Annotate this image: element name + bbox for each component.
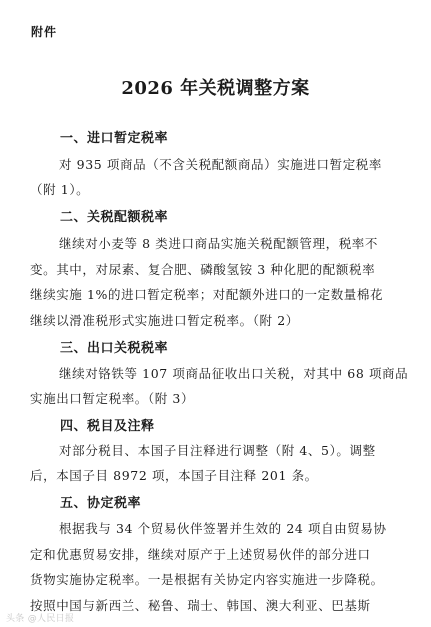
section-heading-2: 二、关税配额税率 (60, 210, 169, 225)
section-1-line-2: （附 1）。 (30, 182, 90, 197)
section-heading-1: 一、进口暂定税率 (60, 131, 169, 146)
section-4-line-2: 后，本国子目 8972 项，本国子目注释 201 条。 (30, 468, 318, 483)
section-heading-5: 五、协定税率 (60, 496, 142, 511)
section-2-line-1: 继续对小麦等 8 类进口商品实施关税配额管理，税率不 (59, 236, 379, 251)
section-heading-3: 三、出口关税税率 (60, 341, 169, 356)
section-4-line-1: 对部分税目、本国子目注释进行调整（附 4、5）。调整 (59, 443, 376, 458)
section-5-line-1: 根据我与 34 个贸易伙伴签署并生效的 24 项自由贸易协 (59, 521, 387, 536)
section-1-line-1: 对 935 项商品（不含关税配额商品）实施进口暂定税率 (59, 157, 383, 172)
section-2-line-3: 继续实施 1%的进口暂定税率；对配额外进口的一定数量棉花 (30, 287, 384, 302)
section-5-line-4: 按照中国与新西兰、秘鲁、瑞士、韩国、澳大利亚、巴基斯 (30, 598, 371, 613)
section-3-line-1: 继续对铬铁等 107 项商品征收出口关税，对其中 68 项商品 (59, 366, 409, 381)
section-2-line-4: 继续以滑准税形式实施进口暂定税率。（附 2） (30, 313, 299, 328)
section-heading-4: 四、税目及注释 (60, 419, 155, 434)
section-5-line-2: 定和优惠贸易安排，继续对原产于上述贸易伙伴的部分进口 (30, 547, 371, 562)
page-title: 2026 年关税调整方案 (121, 78, 310, 99)
section-5-line-3: 货物实施协定税率。一是根据有关协定内容实施进一步降税。 (30, 572, 384, 587)
watermark: 头条 @人民日报 (6, 614, 75, 624)
section-3-line-2: 实施出口暂定税率。（附 3） (30, 391, 195, 406)
attachment-label: 附件 (31, 25, 58, 39)
section-2-line-2: 变。其中，对尿素、复合肥、磷酸氢铵 3 种化肥的配额税率 (30, 262, 376, 277)
